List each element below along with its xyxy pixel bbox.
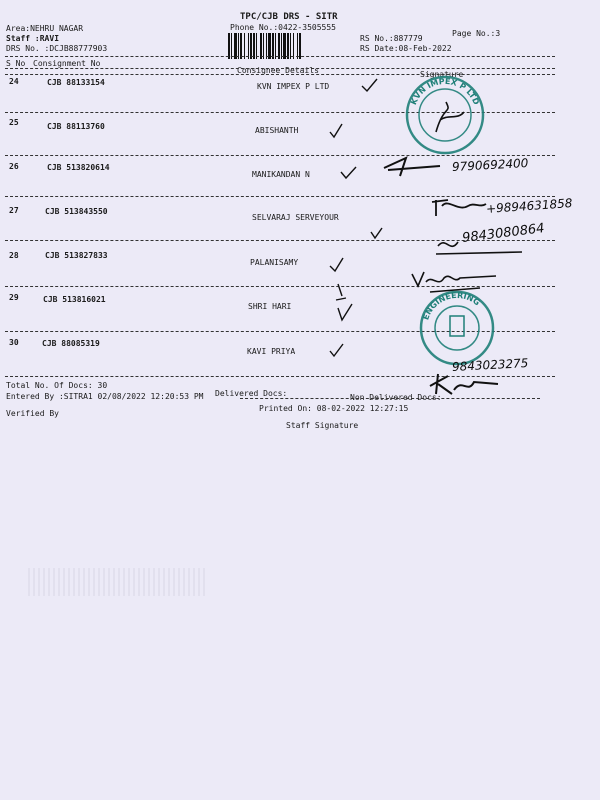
tick-mark-icon [328, 343, 346, 357]
entered-by: Entered By :SITRA1 02/08/2022 12:20:53 PM [6, 392, 204, 401]
row-consignment: CJB 88113760 [47, 122, 105, 131]
column-sno: S No [6, 59, 26, 68]
row-consignment: CJB 513820614 [47, 163, 110, 172]
row-consignment: CJB 88085319 [42, 339, 100, 348]
tick-mark-icon [340, 166, 358, 180]
handwritten-phone-26: 9790692400 [451, 156, 529, 174]
row-sno: 27 [9, 206, 19, 215]
row-sno: 25 [9, 118, 19, 127]
footer-divider [240, 398, 540, 399]
stamp1-text: KVN IMPEX P LTD [408, 76, 482, 107]
row-consignee: MANIKANDAN N [252, 170, 310, 179]
drs-number: DRS No. :DCJB88777903 [6, 44, 108, 53]
row-consignee: KVN IMPEX P LTD [257, 82, 330, 91]
area-label: Area:NEHRU NAGAR [6, 24, 84, 33]
non-delivered-docs: Non Delivered Docs: [350, 393, 442, 402]
tick-mark-icon [328, 124, 346, 138]
signature-28 [410, 268, 500, 298]
handwritten-phone-30: 9843023275 [451, 356, 529, 374]
row-sno: 24 [9, 77, 19, 86]
row-consignment: CJB 513816021 [43, 295, 106, 304]
row-consignee: SHRI HARI [248, 302, 292, 311]
row-consignee: PALANISAMY [250, 258, 299, 267]
column-consignment: Consignment No [33, 59, 101, 68]
staff-signature: Staff Signature [286, 421, 359, 430]
total-docs: Total No. Of Docs: 30 [6, 381, 108, 390]
printed-on: Printed On: 08-02-2022 12:27:15 [259, 404, 409, 413]
svg-text:KVN IMPEX P LTD [409, 77, 481, 107]
tick-mark-icon [360, 78, 378, 92]
engineering-stamp-icon [417, 290, 497, 366]
row-sno: 28 [9, 251, 19, 260]
row-consignment: CJB 88133154 [47, 78, 105, 87]
signature-27 [428, 196, 488, 220]
scan-noise [28, 568, 208, 596]
tick-mark-icon [370, 226, 388, 240]
signature-26 [380, 150, 450, 180]
staff-label: Staff :RAVI [6, 34, 60, 43]
handwritten-phone-27: +9894631858 [485, 196, 573, 216]
page-number: Page No.:3 [452, 29, 501, 38]
row-sno: 30 [9, 338, 19, 347]
tick-mark-icon [332, 282, 356, 326]
rs-date: RS Date:08-Feb-2022 [360, 44, 452, 53]
signature-27b [432, 232, 532, 262]
header-divider [5, 68, 555, 69]
header-divider-top [5, 56, 555, 57]
column-signature: Signature [420, 70, 464, 79]
handwritten-phone-27b: 9843080864 [461, 221, 546, 246]
column-consignee: Consignee Details [237, 66, 319, 75]
row-sno: 29 [9, 293, 19, 302]
row-sno: 26 [9, 162, 19, 171]
verified-by: Verified By [6, 409, 59, 418]
row-consignment: CJB 513843550 [45, 207, 108, 216]
company-stamp-icon [402, 74, 488, 156]
row-consignee: SELVARAJ SERVEYOUR [252, 213, 339, 222]
row-consignment: CJB 513827833 [45, 251, 108, 260]
stamp2-text: ENGINEERING [421, 290, 482, 322]
delivered-docs: Delivered Docs: [215, 389, 288, 398]
rs-number: RS No.:887779 [360, 34, 423, 43]
tick-mark-icon [328, 258, 346, 272]
row-consignee: ABISHANTH [255, 126, 299, 135]
phone-number: Phone No.:0422-3505555 [230, 23, 336, 32]
row-consignee: KAVI PRIYA [247, 347, 296, 356]
document-title: TPC/CJB DRS - SITR [240, 12, 338, 22]
